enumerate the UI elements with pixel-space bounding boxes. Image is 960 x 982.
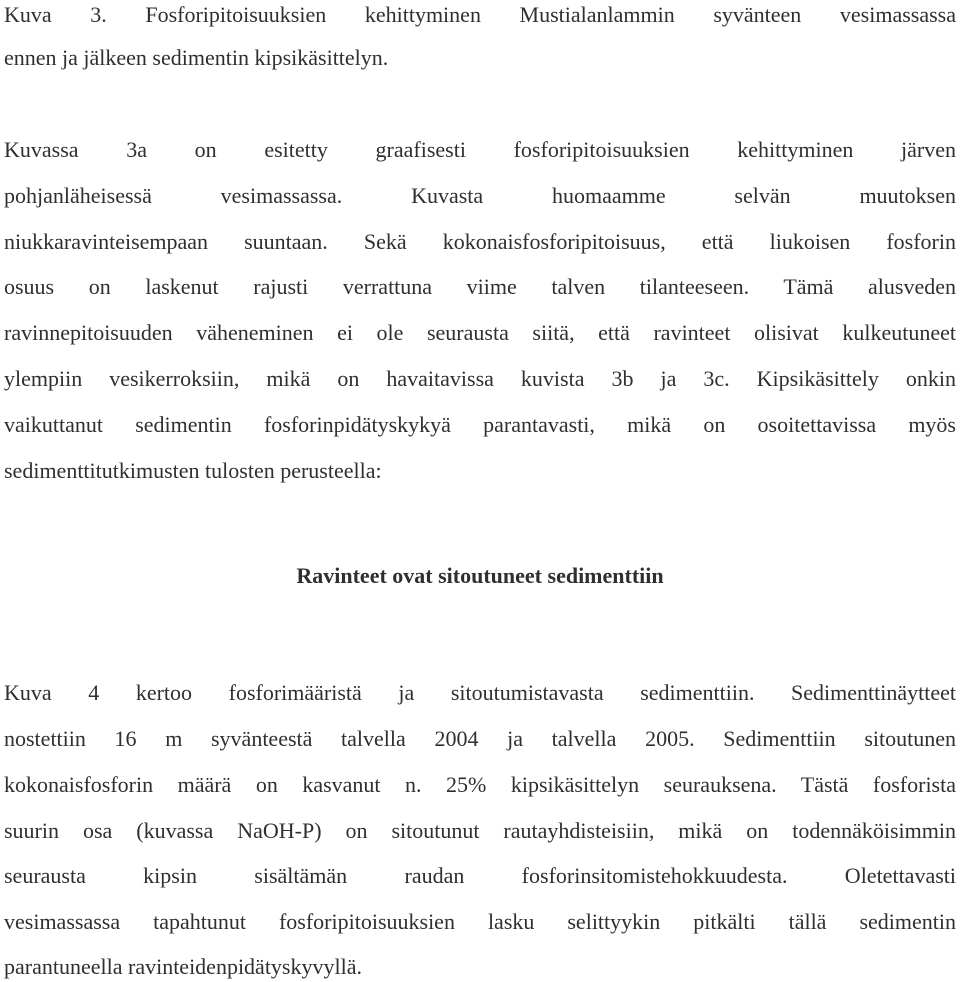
paragraph-line: parantuneella ravinteidenpidätyskyvyllä. [4,954,362,979]
paragraph-line: niukkaravinteisempaan suuntaan. Sekä kokonaisfosforipitoisuus, että liukoisen fosforin [4,229,956,254]
paragraph-line: nostettiin 16 m syvänteestä talvella 2004 ja talvella 2005. Sedimenttiin sitoutunen [4,726,956,751]
paragraph-line: ylempiin vesikerroksiin, mikä on havaitavissa kuvista 3b ja 3c. Kipsikäsittely onkin [4,366,956,391]
paragraph-line: vaikuttanut sedimentin fosforinpidätyskykyä parantavasti, mikä on osoitettavissa myös [4,412,956,437]
paragraph-line: seurausta kipsin sisältämän raudan fosforinsitomistehokkuudesta. Oletettavasti [4,863,956,888]
caption-line: Kuva 3. Fosforipitoisuuksien kehittyminen Mustialanlammin syvänteen vesimassassa [4,2,956,27]
paragraph-line: pohjanläheisessä vesimassassa. Kuvasta huomaamme selvän muutoksen [4,183,956,208]
paragraph-line: osuus on laskenut rajusti verrattuna viime talven tilanteeseen. Tämä alusveden [4,274,956,299]
paragraph-line: kokonaisfosforin määrä on kasvanut n. 25% kipsikäsittelyn seurauksena. Tästä fosforista [4,772,956,797]
paragraph-line: vesimassassa tapahtunut fosforipitoisuuksien lasku selittyykin pitkälti tällä sedimentin [4,909,956,934]
paragraph-line: sedimenttitutkimusten tulosten perusteella: [4,458,382,483]
caption-line: ennen ja jälkeen sedimentin kipsikäsittelyn. [4,45,389,70]
paragraph-line: suurin osa (kuvassa NaOH-P) on sitoutunut rautayhdisteisiin, mikä on todennäköisimmin [4,818,956,843]
paragraph-line: Kuvassa 3a on esitetty graafisesti fosforipitoisuuksien kehittyminen järven [4,137,956,162]
paragraph-line: Kuva 4 kertoo fosforimääristä ja sitoutumistavasta sedimenttiin. Sedimenttinäytteet [4,680,956,705]
section-heading: Ravinteet ovat sitoutuneet sedimenttiin [296,563,664,588]
paragraph-line: ravinnepitoisuuden väheneminen ei ole seurausta siitä, että ravinteet olisivat kulkeutuneet [4,320,956,345]
